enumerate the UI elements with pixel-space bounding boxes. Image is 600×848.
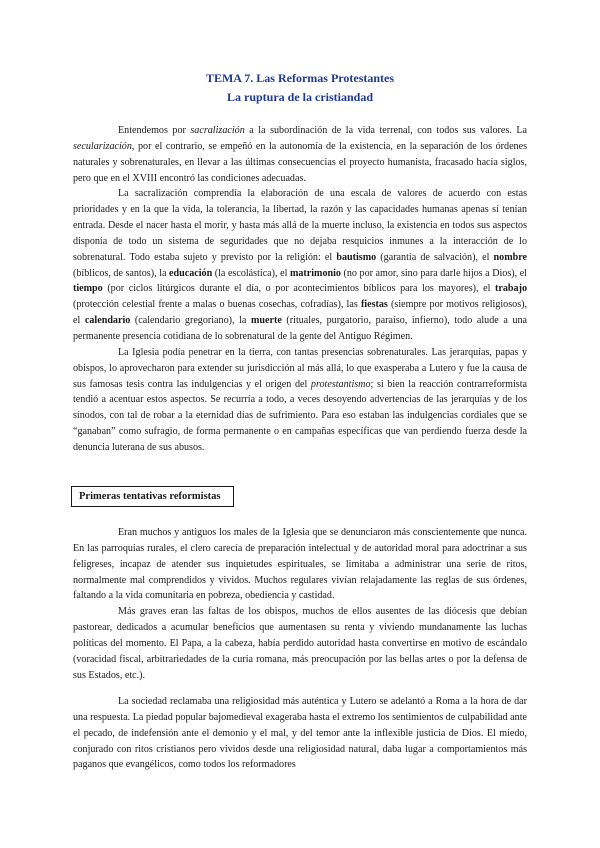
page-subtitle: La ruptura de la cristiandad <box>226 90 373 104</box>
paragraph-lutero: La sociedad reclamaba una religiosidad más auténtica y Lutero se adelantó a Roma a la hora de dar una respuesta. La piedad popular bajomedieval exageraba hasta el extremo los sentimientos de culpabilidad ante el pecado, de indefensión ante el demonio y el mal, y del temor ante la inflexible justicia de Dios. El miedo, conjurado con ritos cristianos pero vividos desde una religiosidad natural, daba lugar a comportamientos más paganos que evangélicos, como todos los reformadores <box>73 696 527 771</box>
page-title: TEMA 7. Las Reformas Protestantes <box>205 71 395 85</box>
section-heading: Primeras tentativas reformistas <box>71 486 234 507</box>
paragraph-obispos: Más graves eran las faltas de los obispos, muchos de ellos ausentes de las diócesis que debían pastorear, dedicados a acumular beneficios que aumentasen su renta y viviendo mundanamente las luchas políticas del momento. El Papa, a la cabeza, había perdido autoridad hasta convertirse en motivo de escándalo (voracidad fiscal, arbitrariedades de la curia romana, más preocupación por las bellas artes o por la defensa de sus Estados, etc.). <box>73 606 527 681</box>
paragraph-males-iglesia: Eran muchos y antiguos los males de la Iglesia que se denunciaron más conscientemente que nunca. En las parroquias rurales, el clero carecía de preparación intelectual y de autoridad moral para adoctrinar a sus feligreses, incapaz de atender sus inquietudes espirituales, se limitaba a administrar una serie de ritos, normalmente mal comprendidos y vividos. Muchos regulares vivían relajadamente las reglas de sus órdenes, faltando a la vida comunitaria en pobreza, obediencia y castidad. <box>73 527 527 602</box>
paragraph-iglesia: La Iglesia podía penetrar en la tierra, con tantas presencias sobrenaturales. Las jerarquías, papas y obispos, lo aprovecharon para extender su jurisdicción al más allá, lo que exasperaba a Lutero y fue la causa de sus famosas tesis contra las indulgencias y el origen del protestantismo; si bien la reacción contrarreformista tendió a acentuar estos aspectos. Se recurría a todo, a veces desoyendo advertencias de las jerarquías y de los sínodos, con tal de robar a la eternidad días de sufrimiento. Para eso estaban las indulgencias cordiales que se “ganaban” como sufragio, de forma permanente o en campañas específicas que van perdiendo fuerza desde la denuncia luterana de sus abusos. <box>73 346 527 453</box>
section-text <box>73 525 527 683</box>
paragraph-escala-valores: La sacralización comprendía la elaboración de una escala de valores de acuerdo con estas prioridades y en la que la vida, la tolerancia, la libertad, la razón y las capacidades humanas apenas sí tenían entrada. Desde el nacer hasta el morir, y hasta más allá de la muerte incluso, la existencia en todos sus aspectos disponía de todo un sistema de seguridades que no dejaba resquicios inmunes a la interacción de lo sobrenatural. Todo estaba sujeto y previsto por la religión: el bautismo (garantía de salvación), el nombre (bíblicos, de santos), la educación (la escolástica), el matrimonio (no por amor, sino para darle hijos a Dios), el tiempo (por ciclos litúrgicos durante el día, o por acontecimientos bíblicos para los mayores), el trabajo (protección celestial frente a malas o buenas cosechas, cofradías), las fiestas (siempre por motivos religiosos), el calendario (calendario gregoriano), la muerte (rituales, purgatorio, paraíso, infierno), todo alude a una permanente presencia cotidiana de lo sobrenatural de la gente del Antiguo Régimen. <box>73 188 528 342</box>
section-text-continued <box>73 694 527 773</box>
paragraph-sacralizacion: Entendemos por sacralización a la subordinación de la vida terrenal, con todos sus valores. La secularización, por el contrario, se empeñó en la autonomía de la existencia, en la separación de los órdenes naturales y sobrenaturales, en llevar a las últimas consecuencias el proyecto humanista, fracasado hacía siglos, pero que en el XVIII encontró las condiciones adecuadas. <box>73 125 527 184</box>
intro-text <box>73 123 527 456</box>
